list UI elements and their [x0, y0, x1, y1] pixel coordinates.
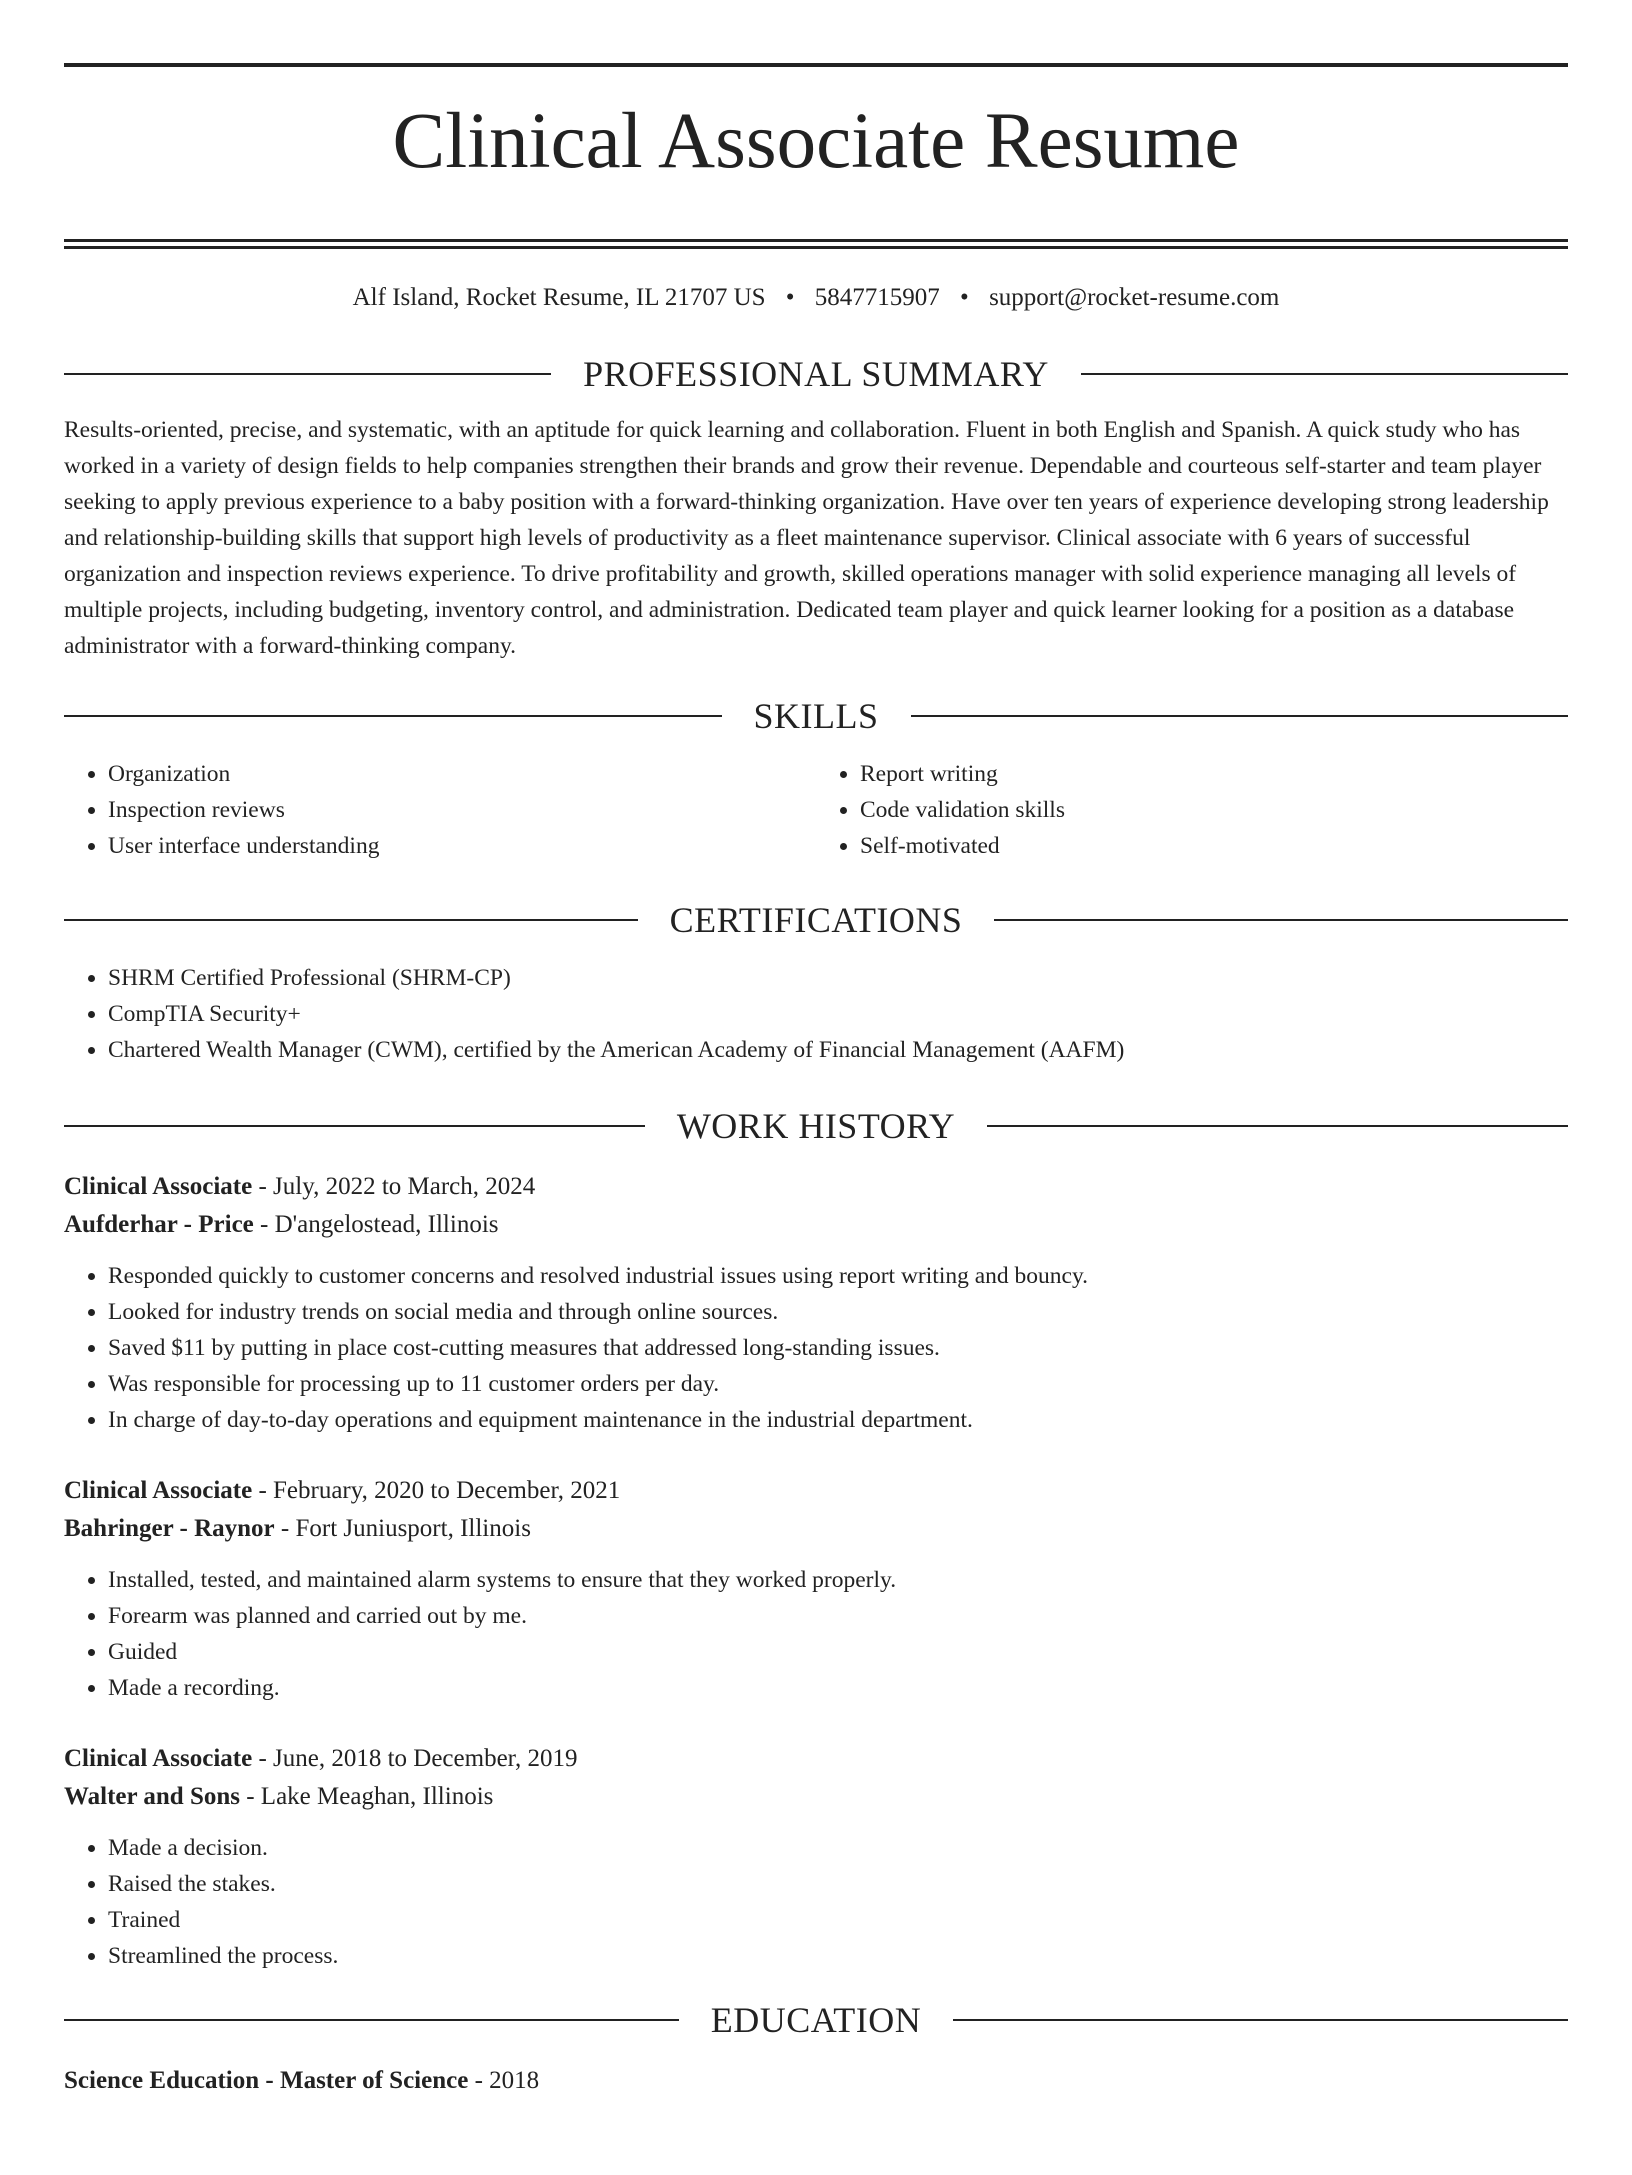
divider — [1081, 373, 1568, 375]
skills-column-left — [64, 756, 816, 864]
job-entry — [64, 1472, 1568, 1706]
divider — [64, 715, 722, 717]
divider — [64, 1125, 645, 1127]
job-title: Clinical Associate — [64, 1745, 253, 1772]
job-title-line — [64, 1740, 1568, 1778]
certifications-list — [64, 960, 1568, 1068]
skill-item: • Organization — [108, 756, 816, 792]
education-entry — [64, 2062, 1568, 2100]
title-double-rule — [64, 239, 1568, 249]
top-rule — [64, 63, 1568, 67]
job-bullet: • Made a recording. — [108, 1670, 1568, 1706]
job-dates: - June, 2018 to December, 2019 — [252, 1745, 578, 1772]
section-heading-skills — [64, 698, 1568, 734]
skill-item: • Inspection reviews — [108, 792, 816, 828]
job-bullet: • Was responsible for processing up to 11 customer orders per day. — [108, 1366, 1568, 1402]
job-title: Clinical Associate — [64, 1173, 253, 1200]
skill-item: • Self-motivated — [860, 828, 1568, 864]
skill-item: • Report writing — [860, 756, 1568, 792]
job-title: Clinical Associate — [64, 1477, 253, 1504]
resume-page — [0, 63, 1632, 2175]
contact-separator: • — [785, 284, 795, 311]
job-bullet: • Looked for industry trends on social media and through online sources. — [108, 1294, 1568, 1330]
section-heading-certifications — [64, 902, 1568, 938]
contact-email: support@rocket-resume.com — [989, 284, 1280, 311]
section-heading-work-history — [64, 1108, 1568, 1144]
contact-line — [64, 285, 1568, 310]
job-company-line — [64, 1778, 1568, 1816]
section-title: PROFESSIONAL SUMMARY — [583, 354, 1049, 394]
job-company-line — [64, 1206, 1568, 1244]
skills-list — [64, 756, 1568, 864]
contact-phone: 5847715907 — [814, 284, 940, 311]
job-company-line — [64, 1510, 1568, 1548]
divider — [911, 715, 1569, 717]
section-title: EDUCATION — [710, 2000, 922, 2040]
skill-item: • Code validation skills — [860, 792, 1568, 828]
job-dates: - July, 2022 to March, 2024 — [252, 1173, 536, 1200]
certification-item: • SHRM Certified Professional (SHRM-CP) — [108, 960, 1568, 996]
job-entry — [64, 1740, 1568, 1974]
education-year: - 2018 — [468, 2067, 540, 2094]
divider — [987, 1125, 1568, 1127]
job-bullet: • Installed, tested, and maintained alarm systems to ensure that they worked properly. — [108, 1562, 1568, 1598]
job-location: - Fort Juniusport, Illinois — [274, 1515, 531, 1542]
certification-item: • CompTIA Security+ — [108, 996, 1568, 1032]
section-heading-summary — [64, 356, 1568, 392]
job-bullet: • Responded quickly to customer concerns and resolved industrial issues using report writing and bouncy. — [108, 1258, 1568, 1294]
certification-item: • Chartered Wealth Manager (CWM), certified by the American Academy of Financial Management (AAFM) — [108, 1032, 1568, 1068]
section-title: CERTIFICATIONS — [669, 900, 963, 940]
divider — [994, 919, 1568, 921]
section-heading-education — [64, 2002, 1568, 2038]
job-title-line — [64, 1168, 1568, 1206]
job-bullets — [64, 1258, 1568, 1438]
job-company: Walter and Sons — [64, 1783, 240, 1810]
divider — [64, 919, 638, 921]
job-company: Bahringer - Raynor — [64, 1515, 275, 1542]
divider — [953, 2019, 1568, 2021]
job-bullet: • Made a decision. — [108, 1830, 1568, 1866]
job-bullet: • Trained — [108, 1902, 1568, 1938]
job-bullet: • In charge of day-to-day operations and equipment maintenance in the industrial department. — [108, 1402, 1568, 1438]
job-location: - D'angelostead, Illinois — [253, 1211, 499, 1238]
section-title: WORK HISTORY — [676, 1106, 956, 1146]
divider — [64, 2019, 679, 2021]
job-location: - Lake Meaghan, Illinois — [239, 1783, 494, 1810]
job-bullet: • Guided — [108, 1634, 1568, 1670]
divider — [64, 373, 551, 375]
skills-column-right — [816, 756, 1568, 864]
section-title: SKILLS — [753, 696, 879, 736]
job-bullets — [64, 1830, 1568, 1974]
contact-address: Alf Island, Rocket Resume, IL 21707 US — [352, 284, 766, 311]
job-entry — [64, 1168, 1568, 1438]
job-company: Aufderhar - Price — [64, 1211, 254, 1238]
page-title: Clinical Associate Resume — [392, 98, 1240, 185]
summary-text: Results-oriented, precise, and systematic, with an aptitude for quick learning and collaboration. Fluent in both English and Spanish. A quick study who has worked in a variety of design fields to help companies strengthen their brands and grow their revenue. Dependable and courteous self-starter and team player seeking to apply previous experience to a baby position with a forward-thinking organization. Have over ten years of experience developing strong leadership and relationship-building skills that support high levels of productivity as a fleet maintenance supervisor. Clinical associate with 6 years of successful organization and inspection reviews experience. To drive profitability and growth, skilled operations manager with solid experience managing all levels of multiple projects, including budgeting, inventory control, and administration. Dedicated team player and quick learner looking for a position as a database administrator with a forward-thinking company. — [64, 417, 1549, 659]
job-title-line — [64, 1472, 1568, 1510]
skill-item: • User interface understanding — [108, 828, 816, 864]
job-dates: - February, 2020 to December, 2021 — [252, 1477, 621, 1504]
job-bullet: • Forearm was planned and carried out by me. — [108, 1598, 1568, 1634]
contact-separator: • — [960, 284, 969, 311]
job-bullet: • Streamlined the process. — [108, 1938, 1568, 1974]
job-bullets — [64, 1562, 1568, 1706]
education-degree: Science Education - Master of Science — [64, 2067, 469, 2094]
job-bullet: • Saved $11 by putting in place cost-cutting measures that addressed long-standing issues. — [108, 1330, 1568, 1366]
job-bullet: • Raised the stakes. — [108, 1866, 1568, 1902]
